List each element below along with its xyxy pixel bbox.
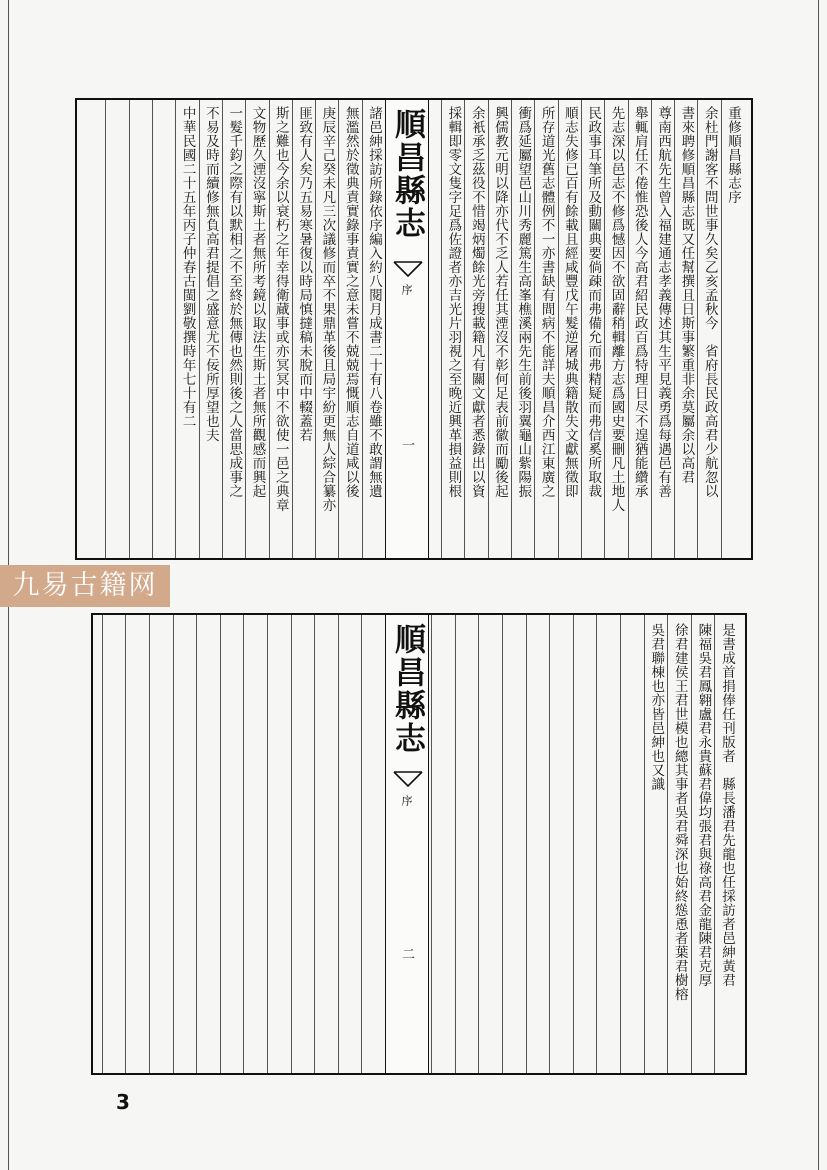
column-rule — [129, 100, 130, 558]
text-column: 民政事耳筆所及動關典要倘疎而弗備允而弗精疑而弗信奚所取裁 — [585, 106, 602, 498]
text-column: 採輯即零文隻字足爲佐證者亦吉光片羽視之至晚近興革損益則根 — [445, 106, 462, 498]
text-column: 匪致有人矣乃五易寒暑復以時局慎撻稿未脫而中輟蓋若 — [296, 106, 313, 442]
column-rule — [220, 615, 221, 1073]
text-column: 所存道光舊志體例不一亦書缺有間病不能詳夫順昌介西江東廣之 — [538, 106, 555, 498]
bottom-page-frame — [91, 613, 747, 1075]
bottom-page-marker: 二 — [399, 947, 414, 960]
text-column: 無濫然於徵典責實錄事責實之意未嘗不兢兢焉慨順志自道咸以後 — [342, 106, 359, 498]
column-rule — [102, 615, 103, 1073]
column-rule — [596, 615, 597, 1073]
text-column: 庚辰辛己癸未凡三次議修而卒不果鼎革後且局宇紛更無人綜合纂亦 — [319, 106, 336, 512]
column-rule — [105, 100, 106, 558]
column-rule — [455, 615, 456, 1073]
column-rule — [152, 100, 153, 558]
column-rule — [431, 615, 432, 1073]
bottom-banderole — [385, 615, 429, 1073]
text-column: 中華民國二十五年丙子仲春古閩劉敬撰時年七十有二 — [179, 106, 196, 428]
text-column: 衝爲延屬望邑山川秀麗篤生高峯樵溪兩先生前後羽翼龜山紫陽振 — [515, 106, 532, 498]
column-rule — [267, 615, 268, 1073]
top-page-marker: 一 — [399, 438, 414, 451]
text-column: 吳君聯棟也亦皆邑紳也又識 — [648, 623, 665, 791]
bottom-book-title: 順昌縣志 — [389, 623, 425, 755]
top-book-title: 順昌縣志 — [389, 108, 425, 240]
text-column: 斯之難也今余以衰朽之年幸得衛蕆事或亦冥冥中不欲使一邑之典章 — [272, 106, 289, 512]
top-section-label: 序 — [400, 284, 413, 295]
text-column: 徐君建侯王君世模也總其事者吳君舜深也始終慫恿者葉君樹榕 — [671, 623, 688, 1001]
text-column: 順志失修已百有餘載且經咸豐戊午髮逆屠城典籍散失文獻無徵即 — [561, 106, 578, 498]
text-column: 尊南西航先生曾入福建通志孝義傳述其生平見義勇爲每遇邑有善 — [655, 106, 672, 498]
page-number: 3 — [116, 1090, 130, 1114]
text-column: 興儒教元明以降亦代不乏人若任其湮沒不彰何足表前徽而勵後起 — [491, 106, 508, 498]
column-rule — [173, 615, 174, 1073]
top-banderole — [385, 100, 429, 558]
column-rule — [526, 615, 527, 1073]
text-column: 先志深以邑志不修爲憾因不欲固辭稍輯離方志爲國史要刪凡土地人 — [608, 106, 625, 512]
column-rule — [125, 615, 126, 1073]
column-rule — [549, 615, 550, 1073]
bottom-section-label: 序 — [400, 795, 413, 806]
text-column: 諸邑紳採訪所錄依序編入約八閱月成書二十有八卷雖不敢謂無遺 — [365, 106, 382, 498]
column-rule — [478, 615, 479, 1073]
fishtail-icon — [392, 260, 424, 278]
text-column: 舉輒肩任不倦惟恐後人今高君紹民政百爲特理日尽不遑猶能纘承 — [631, 106, 648, 498]
text-column: 不易及時而續修無負高君提倡之盛意尤不佞所厚望也夫 — [202, 106, 219, 442]
text-column: 文物歷久湮沒寧斯土者無所考鏡以取法生斯土者無所觀感而興起 — [249, 106, 266, 498]
watermark-logo: 九易古籍网 — [0, 565, 170, 607]
column-rule — [338, 615, 339, 1073]
top-page-frame — [75, 98, 753, 560]
text-column: 余衹承乏茲役不惜竭炳燭餘光旁搜載籍凡有關文獻者悉錄出以資 — [468, 106, 485, 498]
text-column: 陳福吳君鳳翱盧君永貴蘇君偉均張君與祿高君金龍陳君克厚 — [695, 623, 712, 987]
column-rule — [361, 615, 362, 1073]
column-rule — [149, 615, 150, 1073]
text-column: 余杜門謝客不問世事久矣乙亥孟秋今 省府長民政高君少航忽以 — [701, 106, 718, 498]
column-rule — [196, 615, 197, 1073]
column-rule — [314, 615, 315, 1073]
column-rule — [573, 615, 574, 1073]
column-rule — [243, 615, 244, 1073]
fishtail-icon — [392, 770, 424, 788]
column-rule — [502, 615, 503, 1073]
page-binding-line-right — [818, 0, 819, 1170]
text-column: 一髮千鈞之際有以默相之不至終於無傳也然則後之人當思成事之 — [226, 106, 243, 498]
column-rule — [620, 615, 621, 1073]
text-column: 重修順昌縣志序 — [724, 106, 741, 204]
text-column: 是書成首捐俸任刊版者 縣長潘君先龍也任採訪者邑紳黃君 — [718, 623, 735, 987]
text-column: 書來聘修順昌縣志既又任幫撰且日斯事繁重非余莫屬余以高君 — [678, 106, 695, 484]
column-rule — [291, 615, 292, 1073]
